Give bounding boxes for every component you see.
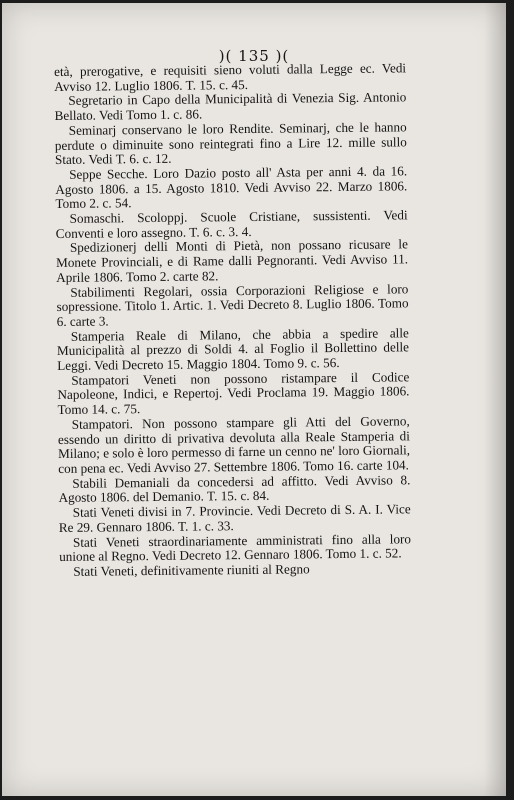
index-entry: Segretario in Capo della Municipalità di Venezia Sig. Antonio Bellato. Vedi Tomo 1. c. 86. [54,89,407,124]
index-entry: Stabilimenti Regolari, ossia Corporazioni Religiose e loro sopressione. Titolo 1. Artic. 1. Vedi Decreto 8. Luglio 1806. Tomo 6. carte 3. [56,280,409,329]
index-entry: Seppe Secche. Loro Dazio posto all' Asta per anni 4. da 16. Agosto 1806. a 15. Agosto 1810. Vedi Avviso 22. Marzo 1806. Tomo 2. c. 54. [55,163,408,212]
page-number: )( 135 )( [218,47,290,65]
index-entry: Somaschi. Scoloppj. Scuole Cristiane, sussistenti. Vedi Conventi e loro assegno. T. 6. c. 3. 4. [55,207,408,241]
index-text-block [54,61,411,579]
index-entry: Stati Veneti straordinariamente amministrati fino alla loro unione al Regno. Vedi Decreto 12. Gennaro 1806. Tomo 1. c. 52. [59,530,412,565]
index-entry: Stabili Demaniali da concedersi ad affitto. Vedi Avviso 8. Agosto 1806. del Demanio. T. 15. c. 84. [58,471,411,506]
index-entry: Stampatori Veneti non possono ristampare il Codice Napoleone, Indici, e Repertoj. Vedi Proclama 19. Maggio 1806. Tomo 14. c. 75. [57,369,410,418]
index-entry: Stamperia Reale di Milano, che abbia a spedire alle Municipalità al prezzo di Soldi 4. al Foglio il Bollettino delle Leggi. Vedi Decreto 15. Maggio 1804. Tomo 9. c. 56. [56,324,410,374]
index-entry: Seminarj conservano le loro Rendite. Seminarj, che le hanno perdute o diminuite sono reintegrati fino a Lire 12. mille sullo Stato. Vedi T. 6. c. 12. [54,119,407,168]
index-entry: Spedizionerj delli Monti di Pietà, non possano ricusare le Monete Provinciali, e di Rame dalli Pegnoranti. Vedi Avviso 11. Aprile 1806. Tomo 2. carte 82. [55,236,409,285]
index-entry: Stati Veneti, definitivamente riuniti al Regno [73,561,310,579]
index-entry: Stampatori. Non possono stampare gli Atti del Governo, essendo un diritto di privativa devoluta alla Reale Stamperia di Milano; e solo è loro permesso di farne un cenno ne' loro Giornali, con pena ec. Vedi Avviso 27. Settembre 1806. Tomo 16. carte 104. [57,413,411,476]
book-page [2,3,506,796]
index-entry: età, prerogative, e requisiti sieno voluti dalla Legge ec. Vedi Avviso 12. Luglio 1806. T. 15. c. 45. [53,60,407,94]
index-entry: Stati Veneti divisi in 7. Provincie. Vedi Decreto di S. A. I. Vice Re 29. Gennaro 1806. T. 1. c. 33. [58,501,411,535]
page-edge-shadow [484,3,506,796]
